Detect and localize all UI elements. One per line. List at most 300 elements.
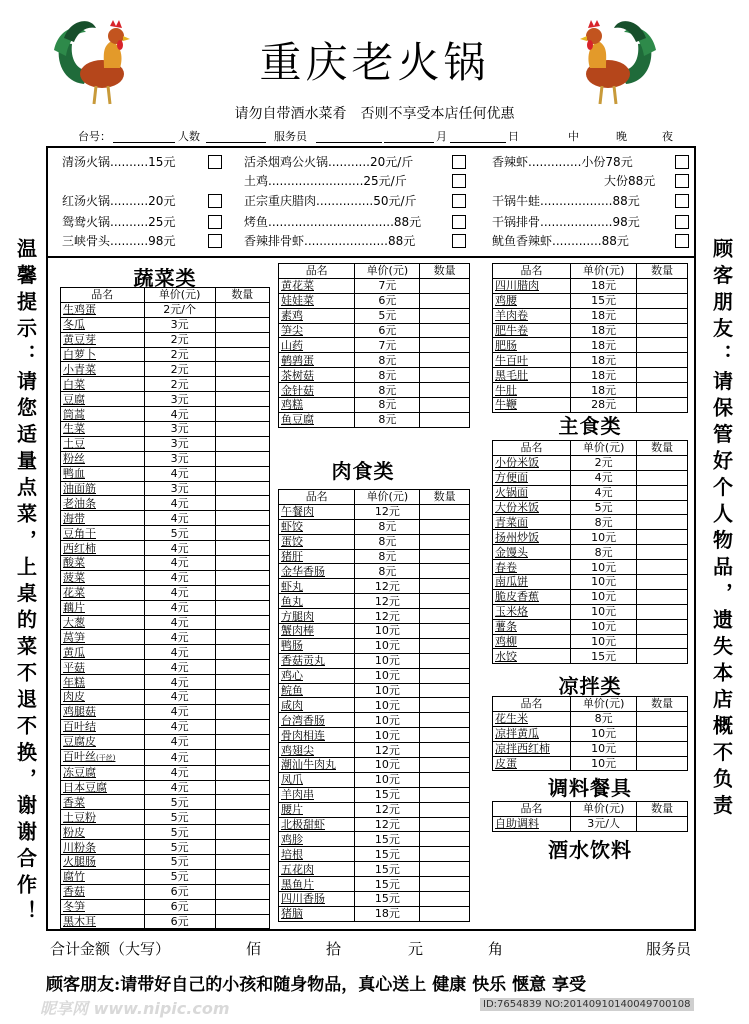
item-price: 5元	[355, 308, 420, 323]
quantity-cell[interactable]	[420, 713, 470, 728]
hotpot-checkbox[interactable]	[452, 155, 466, 169]
quantity-cell[interactable]	[420, 368, 470, 383]
menu-row	[493, 455, 688, 470]
quantity-cell[interactable]	[420, 594, 470, 609]
item-note: (干丝)	[96, 753, 116, 762]
menu-row	[61, 704, 270, 719]
item-price: 6元	[355, 323, 420, 338]
menu-row	[279, 278, 470, 293]
quantity-cell[interactable]	[215, 825, 269, 840]
menu-row	[61, 541, 270, 556]
quantity-cell[interactable]	[215, 585, 269, 600]
item-price: 4元	[144, 585, 215, 600]
quantity-cell[interactable]	[215, 810, 269, 825]
quantity-cell[interactable]	[420, 624, 470, 639]
item-price: 18元	[571, 353, 637, 368]
menu-row	[279, 308, 470, 323]
quantity-cell[interactable]	[215, 780, 269, 795]
quantity-cell[interactable]	[420, 383, 470, 398]
menu-row	[279, 412, 470, 427]
quantity-cell[interactable]	[420, 892, 470, 907]
menu-row	[279, 892, 470, 907]
quantity-cell[interactable]	[215, 615, 269, 630]
item-price: 2元	[144, 332, 215, 347]
item-price: 2元	[571, 455, 637, 470]
quantity-cell[interactable]	[637, 741, 688, 756]
item-name: 水饺	[493, 649, 571, 664]
item-price: 10元	[571, 726, 637, 741]
table-header-row	[493, 264, 688, 279]
item-price: 4元	[144, 511, 215, 526]
quantity-cell[interactable]	[420, 683, 470, 698]
quantity-cell[interactable]	[215, 840, 269, 855]
item-price: 15元	[355, 877, 420, 892]
menu-row	[493, 383, 688, 398]
item-name: 猪肝	[279, 549, 355, 564]
quantity-cell[interactable]	[420, 847, 470, 862]
quantity-cell[interactable]	[215, 734, 269, 749]
hotpot-checkbox[interactable]	[208, 215, 222, 229]
item-name: 鸡柳	[493, 634, 571, 649]
quantity-cell[interactable]	[215, 392, 269, 407]
quantity-cell[interactable]	[215, 749, 269, 765]
quantity-cell[interactable]	[420, 338, 470, 353]
item-price: 10元	[571, 589, 637, 604]
item-name: 潮汕牛肉丸	[279, 758, 355, 773]
menu-row	[279, 564, 470, 579]
quantity-cell[interactable]	[215, 869, 269, 884]
hotpot-checkbox[interactable]	[208, 234, 222, 248]
hotpot-checkbox[interactable]	[452, 234, 466, 248]
item-name: 冬瓜	[61, 317, 145, 332]
quantity-cell[interactable]	[215, 795, 269, 810]
quantity-cell[interactable]	[637, 293, 688, 308]
quantity-cell[interactable]	[637, 619, 688, 634]
item-price: 10元	[355, 624, 420, 639]
col-name-header: 品名	[279, 490, 355, 505]
quantity-cell[interactable]	[420, 353, 470, 368]
item-price: 12元	[355, 743, 420, 758]
menu-row	[61, 615, 270, 630]
guest-count-blank[interactable]	[206, 130, 266, 143]
quantity-cell[interactable]	[637, 455, 688, 470]
quantity-cell[interactable]	[637, 500, 688, 515]
quantity-cell[interactable]	[215, 377, 269, 392]
item-name: 茶树菇	[279, 368, 355, 383]
item-price: 15元	[355, 847, 420, 862]
item-price: 10元	[571, 560, 637, 575]
quantity-cell[interactable]	[420, 728, 470, 743]
quantity-cell[interactable]	[420, 906, 470, 921]
menu-row	[61, 795, 270, 810]
unit-ten: 拾	[326, 940, 342, 958]
item-name: 四川香肠	[279, 892, 355, 907]
hotpot-checkbox[interactable]	[675, 174, 689, 188]
hotpot-checkbox[interactable]	[675, 155, 689, 169]
quantity-cell[interactable]	[420, 758, 470, 773]
quantity-cell[interactable]	[215, 451, 269, 466]
hotpot-checkbox[interactable]	[675, 194, 689, 208]
item-name: 豆腐皮	[61, 734, 145, 749]
menu-row	[279, 323, 470, 338]
item-name: 鸭血	[61, 466, 145, 481]
menu-row	[279, 653, 470, 668]
item-name: 虾丸	[279, 579, 355, 594]
item-name: 生菜	[61, 422, 145, 437]
item-name: 小份米饭	[493, 455, 571, 470]
quantity-cell[interactable]	[215, 719, 269, 734]
unit-jiao: 角	[488, 940, 504, 958]
menu-row	[279, 906, 470, 921]
quantity-cell[interactable]	[637, 515, 688, 530]
col-name-header: 品名	[493, 802, 571, 817]
quantity-cell[interactable]	[215, 302, 269, 317]
item-name: 筒蒿	[61, 407, 145, 422]
quantity-cell[interactable]	[215, 899, 269, 914]
menu-row	[61, 422, 270, 437]
menu-row	[493, 485, 688, 500]
item-price: 2元	[144, 347, 215, 362]
item-price: 10元	[571, 619, 637, 634]
menu-row	[61, 914, 270, 929]
hotpot-checkbox[interactable]	[208, 155, 222, 169]
quantity-cell[interactable]	[420, 802, 470, 817]
col-qty-header: 数量	[215, 288, 269, 303]
quantity-cell[interactable]	[637, 278, 688, 293]
hotpot-checkbox[interactable]	[452, 174, 466, 188]
menu-row	[279, 743, 470, 758]
quantity-cell[interactable]	[637, 756, 688, 771]
menu-row	[61, 734, 270, 749]
item-price: 5元	[144, 810, 215, 825]
menu-row	[279, 338, 470, 353]
hotpot-checkbox[interactable]	[675, 215, 689, 229]
quantity-cell[interactable]	[420, 323, 470, 338]
hotpot-checkbox[interactable]	[675, 234, 689, 248]
menu-row	[61, 600, 270, 615]
quantity-cell[interactable]	[215, 362, 269, 377]
unit-yuan: 元	[408, 940, 424, 958]
table-number-blank[interactable]	[113, 130, 175, 143]
item-price: 18元	[571, 278, 637, 293]
quantity-cell[interactable]	[637, 649, 688, 664]
menu-row	[493, 530, 688, 545]
item-name: 川粉条	[61, 840, 145, 855]
quantity-cell[interactable]	[420, 609, 470, 624]
quantity-cell[interactable]	[420, 519, 470, 534]
hotpot-item: 活杀烟鸡公火锅...........20元/斤	[244, 155, 414, 169]
quantity-cell[interactable]	[420, 787, 470, 802]
item-name: 培根	[279, 847, 355, 862]
quantity-cell[interactable]	[420, 579, 470, 594]
item-price: 10元	[355, 758, 420, 773]
quantity-cell[interactable]	[637, 711, 688, 726]
quantity-cell[interactable]	[215, 660, 269, 675]
quantity-cell[interactable]	[215, 570, 269, 585]
item-name: 台湾香肠	[279, 713, 355, 728]
quantity-cell[interactable]	[420, 653, 470, 668]
item-name: 酸菜	[61, 556, 145, 571]
menu-row	[279, 817, 470, 832]
quantity-cell[interactable]	[637, 470, 688, 485]
quantity-cell[interactable]	[637, 530, 688, 545]
side-tip-left	[12, 238, 38, 927]
quantity-cell[interactable]	[215, 704, 269, 719]
quantity-cell[interactable]	[637, 338, 688, 353]
quantity-cell[interactable]	[215, 317, 269, 332]
menu-row	[279, 713, 470, 728]
item-price: 4元	[144, 600, 215, 615]
quantity-cell[interactable]	[215, 541, 269, 556]
col-name-header: 品名	[493, 264, 571, 279]
item-name: 黑毛肚	[493, 368, 571, 383]
quantity-cell[interactable]	[637, 323, 688, 338]
item-price: 2元/个	[144, 302, 215, 317]
item-name: 羊肉串	[279, 787, 355, 802]
quantity-cell[interactable]	[215, 600, 269, 615]
notice-text: 请勿自带酒水菜肴 否则不享受本店任何优惠	[234, 106, 515, 122]
item-price: 4元	[144, 466, 215, 481]
item-name: 冻豆腐	[61, 765, 145, 780]
quantity-cell[interactable]	[215, 332, 269, 347]
bottom-slogan: 顾客朋友:请带好自己的小孩和随身物品，真心送上 健康 快乐 惬意 享受	[46, 975, 586, 995]
quantity-cell[interactable]	[215, 690, 269, 705]
menu-row	[61, 840, 270, 855]
quantity-cell[interactable]	[215, 914, 269, 929]
quantity-cell[interactable]	[215, 347, 269, 362]
item-name: 五花肉	[279, 862, 355, 877]
item-price: 6元	[144, 884, 215, 899]
menu-row	[61, 749, 270, 765]
menu-row	[493, 278, 688, 293]
quantity-cell[interactable]	[420, 743, 470, 758]
item-price: 3元	[144, 451, 215, 466]
hotpot-item: 香辣虾..............小份78元	[492, 155, 633, 169]
restaurant-title: 重庆老火锅	[259, 38, 490, 87]
item-price: 8元	[355, 519, 420, 534]
menu-row	[279, 802, 470, 817]
menu-row	[493, 756, 688, 771]
quantity-cell[interactable]	[637, 589, 688, 604]
item-name: 白菜	[61, 377, 145, 392]
item-price: 5元	[571, 500, 637, 515]
item-price: 15元	[355, 892, 420, 907]
menu-row	[493, 604, 688, 619]
item-name: 玉米烙	[493, 604, 571, 619]
menu-row	[61, 496, 270, 511]
watermark-id: ID:7654839 NO:20140910140049700108	[480, 998, 694, 1011]
day-label: 日	[508, 130, 519, 143]
menu-row	[61, 630, 270, 645]
item-name: 金针菇	[279, 383, 355, 398]
quantity-cell[interactable]	[420, 308, 470, 323]
item-price: 10元	[571, 634, 637, 649]
quantity-cell[interactable]	[637, 308, 688, 323]
menu-row	[279, 383, 470, 398]
item-name: 蟹肉棒	[279, 624, 355, 639]
hotpot-item: 清汤火锅..........15元	[62, 155, 176, 169]
quantity-cell[interactable]	[215, 511, 269, 526]
item-price: 5元	[144, 526, 215, 541]
item-name: 鸡翅尖	[279, 743, 355, 758]
quantity-cell[interactable]	[215, 765, 269, 780]
item-name: 凉拌黄瓜	[493, 726, 571, 741]
quantity-cell[interactable]	[637, 485, 688, 500]
quantity-cell[interactable]	[215, 481, 269, 496]
item-name: 海带	[61, 511, 145, 526]
item-name: 笋尖	[279, 323, 355, 338]
item-price: 10元	[355, 668, 420, 683]
item-name: 豆腐	[61, 392, 145, 407]
quantity-cell[interactable]	[420, 278, 470, 293]
quantity-cell[interactable]	[215, 556, 269, 571]
item-price: 10元	[571, 756, 637, 771]
menu-row	[61, 570, 270, 585]
item-name: 鸡腿菇	[61, 704, 145, 719]
order-info-line	[78, 128, 698, 144]
quantity-cell[interactable]	[637, 353, 688, 368]
item-price: 4元	[144, 690, 215, 705]
item-name: 青菜面	[493, 515, 571, 530]
hotpot-item: 鸳鸯火锅..........25元	[62, 215, 176, 229]
quantity-cell[interactable]	[637, 726, 688, 741]
item-name: 素鸡	[279, 308, 355, 323]
item-price: 5元	[144, 795, 215, 810]
item-price: 8元	[571, 515, 637, 530]
menu-row	[279, 353, 470, 368]
quantity-cell[interactable]	[637, 545, 688, 560]
quantity-cell[interactable]	[215, 436, 269, 451]
menu-row	[493, 726, 688, 741]
quantity-cell[interactable]	[420, 293, 470, 308]
quantity-cell[interactable]	[420, 698, 470, 713]
item-price: 18元	[571, 323, 637, 338]
hotpot-checkbox[interactable]	[452, 215, 466, 229]
hotpot-checkbox[interactable]	[208, 194, 222, 208]
col-qty-header: 数量	[637, 802, 688, 817]
month-blank[interactable]	[384, 130, 434, 143]
item-price: 8元	[355, 383, 420, 398]
col-price-header: 单价(元)	[571, 697, 637, 712]
quantity-cell[interactable]	[420, 398, 470, 413]
quantity-cell[interactable]	[637, 604, 688, 619]
item-name: 黄花菜	[279, 278, 355, 293]
hotpot-checkbox[interactable]	[452, 194, 466, 208]
item-price: 4元	[144, 496, 215, 511]
quantity-cell[interactable]	[215, 675, 269, 690]
item-price: 8元	[571, 545, 637, 560]
hotpot-item: 鱿鱼香辣虾.............88元	[492, 234, 629, 248]
hotpot-item: 三峡骨头..........98元	[62, 234, 176, 248]
quantity-cell[interactable]	[420, 862, 470, 877]
item-price: 8元	[355, 353, 420, 368]
item-price: 10元	[571, 575, 637, 590]
day-blank[interactable]	[450, 130, 506, 143]
quantity-cell[interactable]	[420, 832, 470, 847]
quantity-cell[interactable]	[215, 526, 269, 541]
quantity-cell[interactable]	[215, 630, 269, 645]
quantity-cell[interactable]	[420, 668, 470, 683]
item-name: 年糕	[61, 675, 145, 690]
quantity-cell[interactable]	[420, 877, 470, 892]
menu-row	[493, 500, 688, 515]
quantity-cell[interactable]	[637, 383, 688, 398]
quantity-cell[interactable]	[215, 466, 269, 481]
table-header-row	[279, 490, 470, 505]
item-name: 鸭肠	[279, 638, 355, 653]
quantity-cell[interactable]	[215, 854, 269, 869]
server-blank[interactable]	[316, 130, 382, 143]
hotpot-item: 干锅排骨...................98元	[492, 215, 640, 229]
item-price: 12元	[355, 817, 420, 832]
item-price: 3元	[144, 481, 215, 496]
menu-row	[61, 407, 270, 422]
hotpot-item: 红汤火锅..........20元	[62, 194, 176, 208]
item-name: 大葱	[61, 615, 145, 630]
quantity-cell[interactable]	[420, 549, 470, 564]
item-name: 金华香肠	[279, 564, 355, 579]
quantity-cell[interactable]	[215, 422, 269, 437]
menu-row	[61, 869, 270, 884]
hotpot-item: 正宗重庆腊肉...............50元/斤	[244, 194, 417, 208]
item-name: 鹌鹑蛋	[279, 353, 355, 368]
item-name: 娃娃菜	[279, 293, 355, 308]
item-name: 平菇	[61, 660, 145, 675]
quantity-cell[interactable]	[420, 772, 470, 787]
quantity-cell[interactable]	[215, 884, 269, 899]
menu-row	[279, 398, 470, 413]
quantity-cell[interactable]	[420, 504, 470, 519]
quantity-cell[interactable]	[215, 496, 269, 511]
item-price: 8元	[355, 412, 420, 427]
menu-row	[493, 338, 688, 353]
menu-row	[61, 347, 270, 362]
menu-row	[61, 466, 270, 481]
quantity-cell[interactable]	[637, 368, 688, 383]
menu-row	[61, 854, 270, 869]
item-name: 黄瓜	[61, 645, 145, 660]
item-price: 5元	[144, 825, 215, 840]
side-text: 温馨提示：请您适量点菜，上桌的菜不退不换，谢谢合作！	[13, 238, 38, 927]
staple-title: 主食类	[558, 414, 622, 438]
quantity-cell[interactable]	[420, 412, 470, 427]
menu-row	[493, 470, 688, 485]
table-header-row	[279, 264, 470, 279]
item-name: 咸肉	[279, 698, 355, 713]
watermark-logo: 昵享网 www.nipic.com	[40, 999, 230, 1018]
quantity-cell[interactable]	[637, 398, 688, 413]
quantity-cell[interactable]	[215, 645, 269, 660]
item-price: 28元	[571, 398, 637, 413]
menu-row	[61, 660, 270, 675]
quantity-cell[interactable]	[637, 816, 688, 831]
meat-table	[278, 489, 470, 922]
menu-row	[279, 728, 470, 743]
menu-row	[493, 545, 688, 560]
quantity-cell[interactable]	[420, 817, 470, 832]
quantity-cell[interactable]	[420, 564, 470, 579]
menu-row	[279, 638, 470, 653]
quantity-cell[interactable]	[637, 575, 688, 590]
item-price: 4元	[144, 570, 215, 585]
quantity-cell[interactable]	[637, 560, 688, 575]
quantity-cell[interactable]	[420, 534, 470, 549]
quantity-cell[interactable]	[420, 638, 470, 653]
quantity-cell[interactable]	[215, 407, 269, 422]
item-name: 蛋饺	[279, 534, 355, 549]
quantity-cell[interactable]	[637, 634, 688, 649]
col-price-header: 单价(元)	[144, 288, 215, 303]
